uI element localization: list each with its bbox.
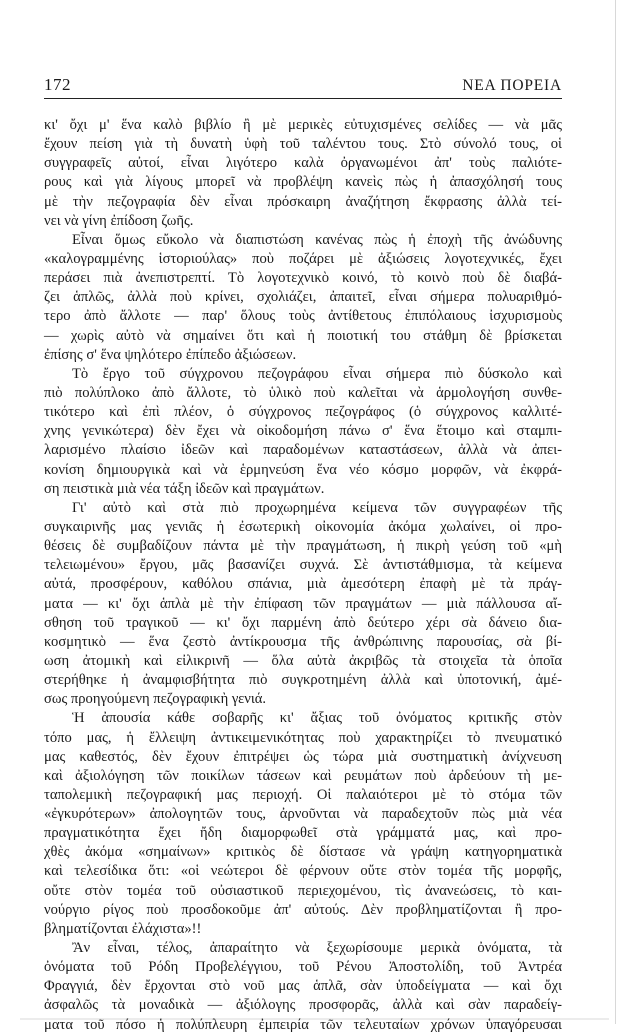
text-line: τικότερο καὶ ἐπὶ πλέον, ὁ σύγχρονος πεζογράφος (ὁ σύγχρονος καλλιτέ- <box>44 404 562 421</box>
text-line: ωση ἀτομικὴ καὶ εἰλικρινῆ — ὅλα αὐτὰ ἀκριβῶς τὰ στοιχεῖα τὰ ὁποῖα <box>44 652 562 669</box>
text-line: χθὲς ἀκόμα «σημαίνων» κριτικὸς δὲ δίστασε νὰ γράψη κατηγορηματικὰ <box>44 844 562 861</box>
text-line: — χωρὶς αὐτὸ νὰ σημαίνει ὅτι καὶ ἡ ποιοτική του στάθμη δὲ βρίσκεται <box>44 327 562 344</box>
text-line: «καλογραμμένης ἱστοριούλας» ποὺ ποζάρει μὲ ἀξιώσεις λογοτεχνικές, ἔχει <box>44 250 562 267</box>
text-line: «ἐγκυρότερων» ἀπολογητῶν τους, ἀρνοῦνται νὰ παραδεχτοῦν πὼς μιὰ νέα <box>44 806 562 823</box>
text-line: Γι' αὐτὸ καὶ στὰ πιὸ προχωρημένα κείμενα τῶν συγγραφέων τῆς <box>72 499 562 516</box>
body-text <box>44 116 562 1035</box>
text-line: ματα — κι' ὄχι ἁπλὰ μὲ τὴν ἐπίφαση τῶν πραγμάτων — μιὰ πάλλουσα αἴ- <box>44 595 562 612</box>
paragraph <box>44 231 562 365</box>
paragraph <box>44 499 562 710</box>
paragraph <box>44 116 562 231</box>
text-line: ταπολεμικὴ πεζογραφική μας περιοχή. Οἱ παλαιότεροι μὲ τὸ στόμα τῶν <box>44 786 562 803</box>
text-line: βληματίζονται ἐλάχιστα»!! <box>44 920 202 937</box>
text-line: οὔτε στὸν τομέα τοῦ οὐσιαστικοῦ περιεχομένου, τὶς ἀνανεώσεις, τὸ και- <box>44 882 562 899</box>
text-line: καὶ ἀξιολόγηση τῶν ποικίλων τάσεων καὶ ρευμάτων ποὺ ἀρδεύουν τὴ με- <box>44 767 562 784</box>
text-line: τόπο μας, ἡ ἔλλειψη ἀντικειμενικότητας ποὺ χαρακτηρίζει τὸ πνευματικό <box>44 729 562 746</box>
text-line: ἐπίσης σ' ἕνα ψηλότερο ἐπίπεδο ἀξιώσεων. <box>44 346 297 363</box>
text-line: Ἡ ἀπουσία κάθε σοβαρῆς κι' ἄξιας τοῦ ὀνόματος κριτικῆς στὸν <box>72 710 562 727</box>
text-line: Ἂν εἶναι, τέλος, ἀπαραίτητο νὰ ξεχωρίσουμε μερικὰ ὀνόματα, τὰ <box>72 940 562 957</box>
text-line: ρους καὶ γιὰ λίγους μπορεῖ νὰ προβλέψη κανεὶς πὼς ἡ ἀπασχόλησή τους <box>44 174 562 191</box>
text-line: χνης γενικώτερα) δὲν ἔχει νὰ οἰκοδομήση πάνω σ' ἕνα ἕτοιμο καὶ σταμπι- <box>44 423 562 440</box>
text-line: ζει ἁπλῶς, ἀλλὰ ποὺ κρίνει, σχολιάζει, ἀπαιτεῖ, εἶναι σήμερα πολυαριθμό- <box>44 289 562 306</box>
text-line: αὐτά, προσφέρουν, καθόλου σπάνια, μιὰ ἀμεσότερη ἐπαφὴ μὲ τὰ πράγ- <box>44 576 562 593</box>
text-line: ἔχουν πείση γιὰ τὴ δυνατὴ ὑφὴ τοῦ ταλέντου τους. Στὸ σύνολό τους, οἱ <box>44 136 562 153</box>
text-line: κι' ὄχι μ' ἕνα καλὸ βιβλίο ἢ μὲ μερικὲς εὐτυχισμένες σελίδες — νὰ μᾶς <box>44 117 562 133</box>
text-line: θέσεις δὲ συμβαδίζουν πάντα μὲ τὴν πραγμάτωση, ἡ πικρὴ γεύση τοῦ «μὴ <box>44 538 562 555</box>
text-line: καὶ τελεσίδικα ὅτι: «οἱ νεώτεροι δὲ φέρνουν οὔτε στὸν τομέα τῆς μορφῆς, <box>44 863 562 880</box>
paragraph <box>44 365 562 499</box>
text-line: συγγραφεῖς αὐτοί, εἶναι λιγότερο καλὰ ὀργανωμένοι ἀπ' τοὺς παλιότε- <box>44 155 562 172</box>
text-line: μας καθεστός, δὲν ἔχουν ἐπιτρέψει ὡς τώρα μιὰ συστηματικὴ ἀνίχνευση <box>44 748 562 765</box>
text-line: στερήθηκε ἡ ἀναμφισβήτητα πιὸ συγκροτημένη ἀλλὰ καὶ ὑποτονική, ἀμέ- <box>44 672 562 689</box>
text-line: ὀνόματα τοῦ Ρόδη Προβελέγγιου, τοῦ Ρένου Ἀποστολίδη, τοῦ Ἀντρέα <box>44 959 562 976</box>
text-line: συγκαιρινῆς μας γενιᾶς ἡ ἐσωτερικὴ οἰκονομία ἀκόμα χωλαίνει, οἱ προ- <box>44 518 562 535</box>
running-title: ΝΕΑ ΠΟΡΕΙΑ <box>462 77 562 94</box>
text-line: λαρισμένο πλαίσιο ἰδεῶν καὶ παραδομένων καταστάσεων, ἀλλὰ νὰ ἀπει- <box>44 442 562 459</box>
paragraph <box>44 939 562 1035</box>
running-header <box>44 72 562 99</box>
text-line: σθηση τοῦ τραγικοῦ — κι' ὄχι παρμένη ἀπὸ δεύτερο χέρι σὰ δάνειο δια- <box>44 614 562 631</box>
text-line: μὲ τὴν πεζογραφία δὲν εἶναι πρόσκαιρη ἀναζήτηση ἔκφρασης ἀλλὰ τεί- <box>44 193 562 210</box>
text-line: νει νὰ γίνη ἐπίδοση ζωῆς. <box>44 212 194 229</box>
page-number: 172 <box>44 75 71 94</box>
text-line: νούργιο ρίγος ποὺ προσδοκοῦμε ἀπ' αὐτούς. Δὲν προβληματίζονται ἢ προ- <box>44 901 562 918</box>
text-line: τερο ἀπὸ ἄλλοτε — παρ' ὅλους τοὺς ἀντίθετους ἐπιπόλαιους ἰσχυρισμοὺς <box>44 308 562 325</box>
text-line: κονίση δημιουργικὰ καὶ νὰ ἑρμηνεύση ἕνα νέο κόσμο μορφῶν, νὰ ἐκφρά- <box>44 461 562 478</box>
text-line: πιὸ πολύπλοκο ἀπὸ ἄλλοτε, τὸ ὑλικὸ ποὺ καλεῖται νὰ ἁρμολογήση συνθε- <box>44 384 562 401</box>
text-line: Εἶναι ὅμως εὔκολο νὰ διαπιστώση κανένας πὼς ἡ ἐποχὴ τῆς ἀνώδυνης <box>72 231 562 248</box>
page-edge <box>615 0 616 1024</box>
text-line: ση πειστικὰ μιὰ νέα τάξη ἰδεῶν καὶ πραγμάτων. <box>44 480 325 497</box>
text-line: ἀσφαλῶς τὰ μοναδικὰ — ἀξιόλογης προσφορᾶς, ἀλλὰ καὶ σὰν παραδείγ- <box>44 997 562 1014</box>
text-line: κοσμητικὸ — ἕνα ζεστὸ ἀντίκρουσμα τῆς ἀνθρώπινης παρουσίας, σὰ βί- <box>44 633 562 650</box>
text-line: τελειωμένου» ἔργου, μᾶς βασανίζει συχνά. Σὲ ἀντιστάθμισμα, τὰ κείμενα <box>44 557 562 574</box>
text-line: Φραγγιά, δὲν ἔρχονται στὸ νοῦ μας ἁπλᾶ, σὰν ὑποδείγματα — καὶ ὄχι <box>44 978 562 995</box>
paragraph <box>44 709 562 939</box>
text-line: σως προηγούμενη πεζογραφικὴ γενιά. <box>44 691 267 708</box>
text-line: πραγματικότητα ἔχει ἤδη διαμορφωθεῖ στὰ γράμματά μας, καὶ προ- <box>44 825 562 842</box>
text-line: Τὸ ἔργο τοῦ σύγχρονου πεζογράφου εἶναι σήμερα πιὸ δύσκολο καὶ <box>72 365 562 382</box>
text-line: περάσει πιὰ ἀνεπιστρεπτί. Τὸ λογοτεχνικὸ κοινό, τὸ κοινὸ ποὺ δὲ διαβά- <box>44 270 562 287</box>
text-line: ματα τοῦ πόσο ἡ πολύπλευρη ἐμπειρία τῶν τελευταίων χρόνων ὑπαγόρευσαι <box>44 1016 562 1033</box>
